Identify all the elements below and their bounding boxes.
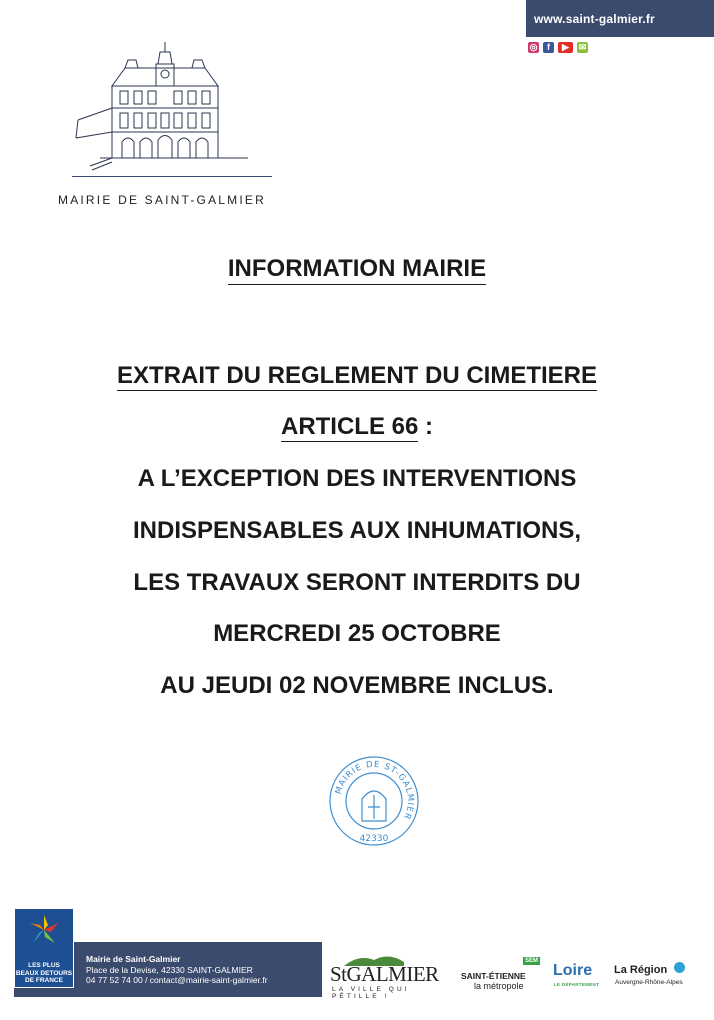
stgalmier-logo xyxy=(330,952,458,1000)
notice-subtitle xyxy=(0,362,714,390)
notice-line: MERCREDI 25 OCTOBRE xyxy=(213,620,501,647)
notice-line: INDISPENSABLES AUX INHUMATIONS, xyxy=(132,517,582,544)
loire-name: Loire xyxy=(553,962,593,979)
official-stamp-icon xyxy=(328,755,420,847)
contact-address: Place de la Devise, 42330 SAINT-GALMIER xyxy=(86,964,253,975)
saint-etienne-name: SAINT-ÉTIENNE xyxy=(461,971,526,981)
notice-line: LES TRAVAUX SERONT INTERDITS DU xyxy=(133,569,581,596)
flower-icon xyxy=(27,913,61,947)
article-colon: : xyxy=(418,413,434,440)
stgalmier-name: StGALMIER xyxy=(330,962,439,986)
region-name: La Région xyxy=(614,964,668,976)
contact-phone-email[interactable]: 04 77 52 74 00 / contact@mairie-saint-galmier.fr xyxy=(86,975,268,985)
website-banner xyxy=(526,0,714,37)
notice-line: A L’EXCEPTION DES INTERVENTIONS xyxy=(137,465,577,492)
region-dot-icon xyxy=(674,962,685,973)
stamp-ring-text: MAIRIE DE ST-GALMIER xyxy=(333,759,416,822)
facebook-icon[interactable]: f xyxy=(543,42,554,53)
contact-block xyxy=(86,954,268,986)
newsletter-icon[interactable]: ✉ xyxy=(578,42,587,52)
saint-etienne-sub: la métropole xyxy=(474,981,524,991)
article-number: ARTICLE 66 xyxy=(280,413,419,440)
region-logo xyxy=(614,962,694,992)
beaux-line: LES PLUS xyxy=(28,962,60,969)
stgalmier-tagline: LA VILLE QUI PÉTILLE ! xyxy=(332,986,410,1000)
notice-title-text: INFORMATION MAIRIE xyxy=(228,255,486,285)
article-heading xyxy=(0,413,714,441)
saint-etienne-metropole-logo xyxy=(461,960,546,996)
social-icons xyxy=(528,42,588,54)
sem-badge: SÉM xyxy=(525,958,539,964)
beaux-detours-logo xyxy=(14,908,74,988)
website-url[interactable]: www.saint-galmier.fr xyxy=(534,12,655,26)
mairie-name: MAIRIE DE SAINT-GALMIER xyxy=(58,193,266,207)
region-sub: Auvergne-Rhône-Alpes xyxy=(615,979,683,986)
beaux-line: BEAUX DETOURS xyxy=(15,969,73,977)
beaux-line: DE FRANCE xyxy=(25,977,63,984)
notice-title xyxy=(0,255,714,283)
loire-departement-logo xyxy=(553,962,605,992)
logo-divider xyxy=(72,176,272,177)
youtube-icon[interactable]: ▶ xyxy=(558,42,573,53)
beaux-detours-text xyxy=(15,962,73,985)
notice-subtitle-text: EXTRAIT DU REGLEMENT DU CIMETIERE xyxy=(116,362,597,389)
loire-sub: LE DÉPARTEMENT xyxy=(554,982,600,987)
town-hall-logo-icon xyxy=(70,38,260,178)
contact-name: Mairie de Saint-Galmier xyxy=(86,954,181,964)
instagram-icon[interactable]: ◎ xyxy=(529,42,538,52)
notice-line: AU JEUDI 02 NOVEMBRE INCLUS. xyxy=(160,672,554,699)
stamp-postcode: 42330 xyxy=(359,834,389,844)
